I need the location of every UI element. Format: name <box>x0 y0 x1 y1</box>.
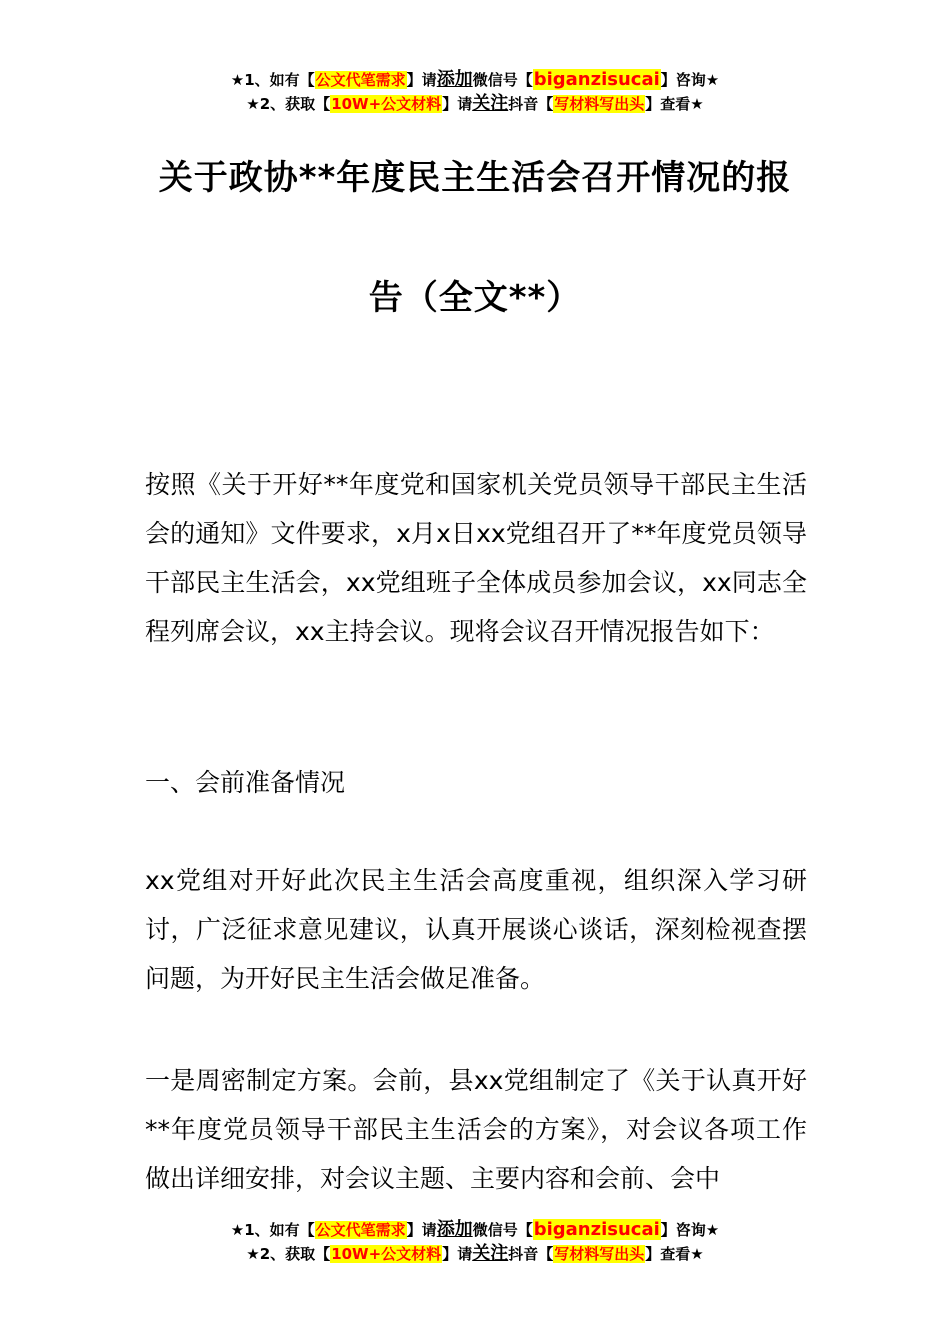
promo-text: 1、如有【 <box>244 71 315 89</box>
star-icon: ★ <box>246 95 260 113</box>
promo-text: 1、如有【 <box>244 1221 315 1239</box>
promo-highlight: 公文代笔需求 <box>315 1221 406 1239</box>
promo-highlight: biganzisucai <box>533 69 660 90</box>
promo-text: 】请 <box>406 71 437 89</box>
promo-text: 】咨询★ <box>660 1221 720 1239</box>
promo-line-1 <box>0 68 950 92</box>
promo-text: 抖音【 <box>508 95 554 113</box>
promo-line-1 <box>0 1218 950 1242</box>
document-title-line-2: 告（全文**） <box>368 278 582 318</box>
promo-text: 微信号【 <box>472 71 533 89</box>
promo-text: 】请 <box>406 1221 437 1239</box>
promo-text: 】查看★ <box>645 1245 704 1263</box>
promo-highlight: 写材料写出头 <box>554 95 645 113</box>
promo-text: 2、获取【 <box>259 1245 331 1263</box>
promo-banner-bottom <box>0 1218 950 1266</box>
document-title-line-1: 关于政协**年度民主生活会召开情况的报 <box>158 158 792 198</box>
promo-text: 微信号【 <box>472 1221 533 1239</box>
promo-highlight: biganzisucai <box>533 1219 660 1240</box>
star-icon: ★ <box>230 1221 245 1239</box>
promo-highlight: 10W+公文材料 <box>331 1245 442 1263</box>
paragraph-section-1: xx党组对开好此次民主生活会高度重视，组织深入学习研讨，广泛征求意见建议，认真开展谈心谈话，深刻检视查摆问题，为开好民主生活会做足准备。 <box>145 866 807 993</box>
section-heading-1: 一、会前准备情况 <box>145 768 346 797</box>
promo-text: 2、获取【 <box>259 95 331 113</box>
promo-text: 】咨询★ <box>660 71 720 89</box>
promo-text: 】请 <box>442 95 473 113</box>
promo-underline: 关注 <box>472 1243 509 1264</box>
promo-underline: 关注 <box>472 93 509 114</box>
promo-text: 】请 <box>442 1245 473 1263</box>
promo-highlight: 写材料写出头 <box>554 1245 645 1263</box>
promo-line-2 <box>0 1242 950 1266</box>
promo-underline: 添加 <box>436 1219 473 1240</box>
promo-highlight: 10W+公文材料 <box>331 95 442 113</box>
promo-line-2 <box>0 92 950 116</box>
paragraph-item-1: 一是周密制定方案。会前，县xx党组制定了《关于认真开好**年度党员领导干部民主生活会的方案》，对会议各项工作做出详细安排，对会议主题、主要内容和会前、会中 <box>145 1066 807 1193</box>
star-icon: ★ <box>230 71 245 89</box>
promo-highlight: 公文代笔需求 <box>315 71 406 89</box>
promo-underline: 添加 <box>436 69 473 90</box>
promo-text: 】查看★ <box>645 95 704 113</box>
promo-text: 抖音【 <box>508 1245 554 1263</box>
promo-banner-top <box>0 68 950 116</box>
paragraph-intro: 按照《关于开好**年度党和国家机关党员领导干部民主生活会的通知》文件要求，x月x日xx党组召开了**年度党员领导干部民主生活会，xx党组班子全体成员参加会议，xx同志全程列席会议，xx主持会议。现将会议召开情况报告如下： <box>145 470 807 646</box>
star-icon: ★ <box>246 1245 260 1263</box>
